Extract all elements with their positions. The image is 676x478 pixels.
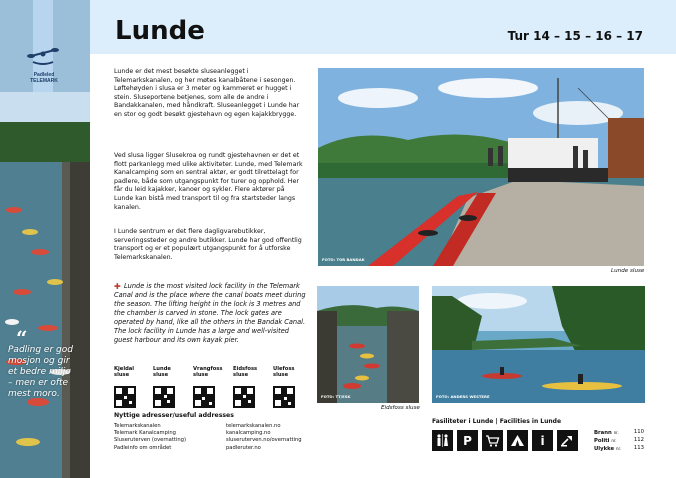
useful-addresses-title: Nyttige adresser/useful addresses: [114, 412, 234, 419]
emergency-label: Politi: [594, 438, 610, 445]
emergency-numbers: [594, 429, 644, 454]
emergency-value: 112: [633, 437, 644, 444]
emergency-value: 113: [633, 445, 644, 452]
useful-link[interactable]: padleruter.no: [226, 444, 261, 451]
qr-code-icon: [233, 386, 255, 408]
toilet-icon: [432, 430, 453, 451]
qr-ulefoss[interactable]: [273, 366, 309, 378]
emergency-label: Brann: [594, 430, 612, 436]
useful-name: Sluseruterven (overnatting): [114, 437, 186, 444]
boat-launch-icon: [557, 430, 578, 451]
useful-name: Padleinfo om området: [114, 444, 172, 451]
qr-code-icon: [273, 386, 295, 408]
left-strip: [0, 0, 90, 478]
intro-paragraph: Lunde er det mest besøkte sluseanlegget i Telemarkskanalen, og her møtes kanalbåtene i sesongen. Løftehøyden i slusa er 3 meter og kammeret er hugget i stein. Sluseportene betjenes, som alle de andre i Bandakkanalen, med håndkraft. Sluseanlegget i Lunde har en stor og godt besøkt gjestehavn og egen kajakkbrygge.: [114, 68, 300, 118]
qr-label: Eidsfoss sluse: [233, 366, 258, 378]
qr-label: Vrangfoss sluse: [193, 366, 223, 378]
emergency-unit: nr.: [615, 446, 622, 452]
camping-icon: [507, 430, 528, 451]
photo-credit: FOTO: ANDERS WESTERE: [436, 394, 490, 399]
qr-kjeldal[interactable]: [114, 366, 150, 378]
useful-names: [114, 423, 186, 452]
tour-numbers: Tur 14 – 15 – 16 – 17: [507, 29, 643, 43]
qr-code-icon: [193, 386, 215, 408]
qr-label: Lunde sluse: [153, 366, 171, 378]
useful-link[interactable]: telemarkskanalen.no: [226, 423, 281, 429]
facilities-title: Fasiliteter i Lunde | Facilities in Lunde: [432, 418, 562, 425]
emergency-unit: nr.: [613, 430, 619, 435]
qr-label: Ulefoss sluse: [273, 366, 295, 378]
facilities-paragraph: Ved slusa ligger Slusekroa og rundt gjestehavnen er det et flott parkanlegg med ulike aktiviteter. Lunde, med Telemark Kanalcamping som en sentral aktør, er godt tilrettelagt for padlere, både som utgangspunkt for turer og opphold. Her får du leid kajakker, kanoer og sykler. Flere aktører på Lunde kan bistå med transport til og fra startsteder langs kanalen.: [114, 152, 303, 211]
useful-urls: [226, 423, 302, 452]
emergency-row: [594, 437, 644, 445]
left-quote: Padling er god mosjon og gir et bedre miljø – men er ofte mest moro.: [8, 345, 73, 399]
emergency-value: 110: [633, 429, 644, 435]
english-flag-icon: ✚: [114, 282, 121, 291]
centre-paragraph: I Lunde sentrum er det flere dagligvarebutikker, serveringssteder og andre butikker. Lunde har god offentlig transport og er et populært utgangspunkt for å utforske Telemarkskanalen.: [114, 228, 302, 261]
lake-kayak-photo: [432, 286, 645, 403]
photo-credit: FOTO: TOR BANDAK: [322, 257, 365, 262]
useful-link[interactable]: kanalcamping.no: [226, 430, 271, 437]
page-title: Lunde: [115, 16, 205, 46]
photo-credit: FOTO: TT/ESK: [321, 394, 351, 399]
logo-text: Padleled TELEMARK: [30, 72, 58, 84]
eidsfoss-caption: Eidsfoss sluse: [381, 405, 420, 411]
kayak-lock-photo: [0, 92, 90, 478]
english-text: Lunde is the most visited lock facility in the Telemark Canal and is the place where the canal boats meet during the season. The lifting height in the lock is 3 metres and the chamber is carved in stone. The lock gates are operated by hand, like all the others in the Bandak Canal. The lock facility in Lunde has a large and well-visited guest harbour and its own kayak pier.: [114, 282, 306, 344]
emergency-row: [594, 429, 644, 437]
qr-code-icon: [114, 386, 136, 408]
info-icon: i: [532, 430, 553, 451]
eidsfoss-lock-photo: [317, 286, 419, 403]
useful-name: Telemark Kanalcamping: [114, 430, 176, 437]
useful-link[interactable]: sluseruterven.no/overnatting: [226, 437, 302, 444]
qr-lunde[interactable]: [153, 366, 189, 378]
main-harbour-photo: [318, 68, 644, 266]
parking-icon: P: [457, 430, 478, 451]
emergency-unit: nr.: [611, 438, 617, 444]
facilities-row: [432, 430, 578, 451]
english-paragraph: [114, 282, 308, 345]
qr-vrangfoss[interactable]: [193, 366, 229, 378]
qr-label: Kjeldal sluse: [114, 366, 135, 378]
emergency-row: [594, 445, 644, 453]
qr-code-icon: [153, 386, 175, 408]
quote-mark: “: [16, 326, 28, 350]
useful-name: Telemarkskanalen: [114, 423, 161, 429]
shop-icon: [482, 430, 503, 451]
qr-eidsfoss[interactable]: [233, 366, 269, 378]
main-photo-caption: Lunde sluse: [611, 268, 645, 274]
emergency-label: Ulykke: [594, 446, 615, 453]
